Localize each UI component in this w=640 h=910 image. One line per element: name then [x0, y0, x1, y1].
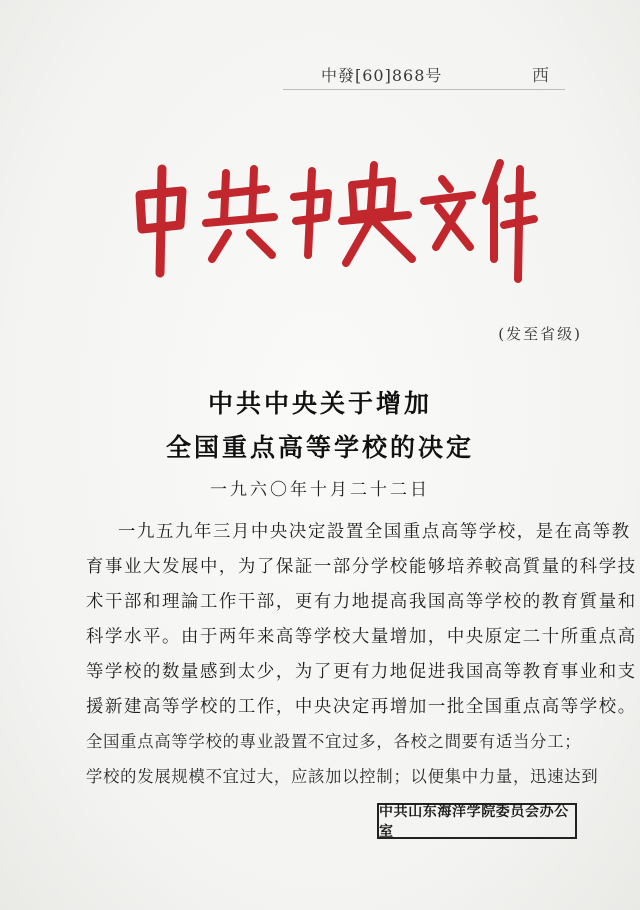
office-stamp-text: 中共山东海洋学院委员会办公室	[379, 804, 569, 840]
masthead-glyph-2	[206, 169, 274, 259]
distribution-scope: (发至省级)	[498, 325, 582, 343]
masthead-glyph-1	[140, 169, 182, 273]
body-line-4: 科学水平。由于两年来高等学校大量增加，中央原定二十所重点高	[86, 627, 637, 647]
document-title-line-2: 全国重点高等学校的决定	[165, 433, 474, 462]
body-line-5: 等学校的数量感到太少，为了更有力地促进我国高等教育事业和支	[86, 662, 637, 682]
document-title-line-1: 中共中央关于增加	[207, 389, 432, 418]
masthead-logo	[120, 155, 540, 285]
body-line-3: 术干部和理論工作干部，更有力地提高我国高等学校的教育質量和	[86, 592, 637, 612]
document-number: 中發[60]868号	[321, 66, 443, 85]
body-line-6: 援新建高等学校的工作，中央决定再增加一批全国重点高等学校。	[86, 697, 637, 717]
masthead-calligraphy	[120, 155, 540, 285]
masthead-glyph-4	[342, 165, 412, 263]
document-date: 一九六〇年十月二十二日	[210, 480, 430, 500]
body-line-7: 全国重点高等学校的專业設置不宜过多，各校之間要有适当分工；	[86, 732, 582, 751]
masthead-glyph-6	[486, 163, 534, 279]
body-line-2: 育事业大发展中，为了保証一部分学校能够培养較高質量的科学技	[86, 557, 637, 577]
document-number-line	[283, 61, 565, 90]
masthead-glyph-5	[424, 179, 472, 247]
body-line-1: 一九五九年三月中央决定設置全国重点高等学校，是在高等教	[118, 522, 631, 542]
filing-mark: 西	[532, 66, 549, 86]
body-line-8: 学校的发展规模不宜过大，应該加以控制；以便集中力量，迅速达到	[86, 767, 599, 786]
masthead-glyph-3	[294, 171, 328, 255]
office-stamp	[377, 803, 577, 839]
